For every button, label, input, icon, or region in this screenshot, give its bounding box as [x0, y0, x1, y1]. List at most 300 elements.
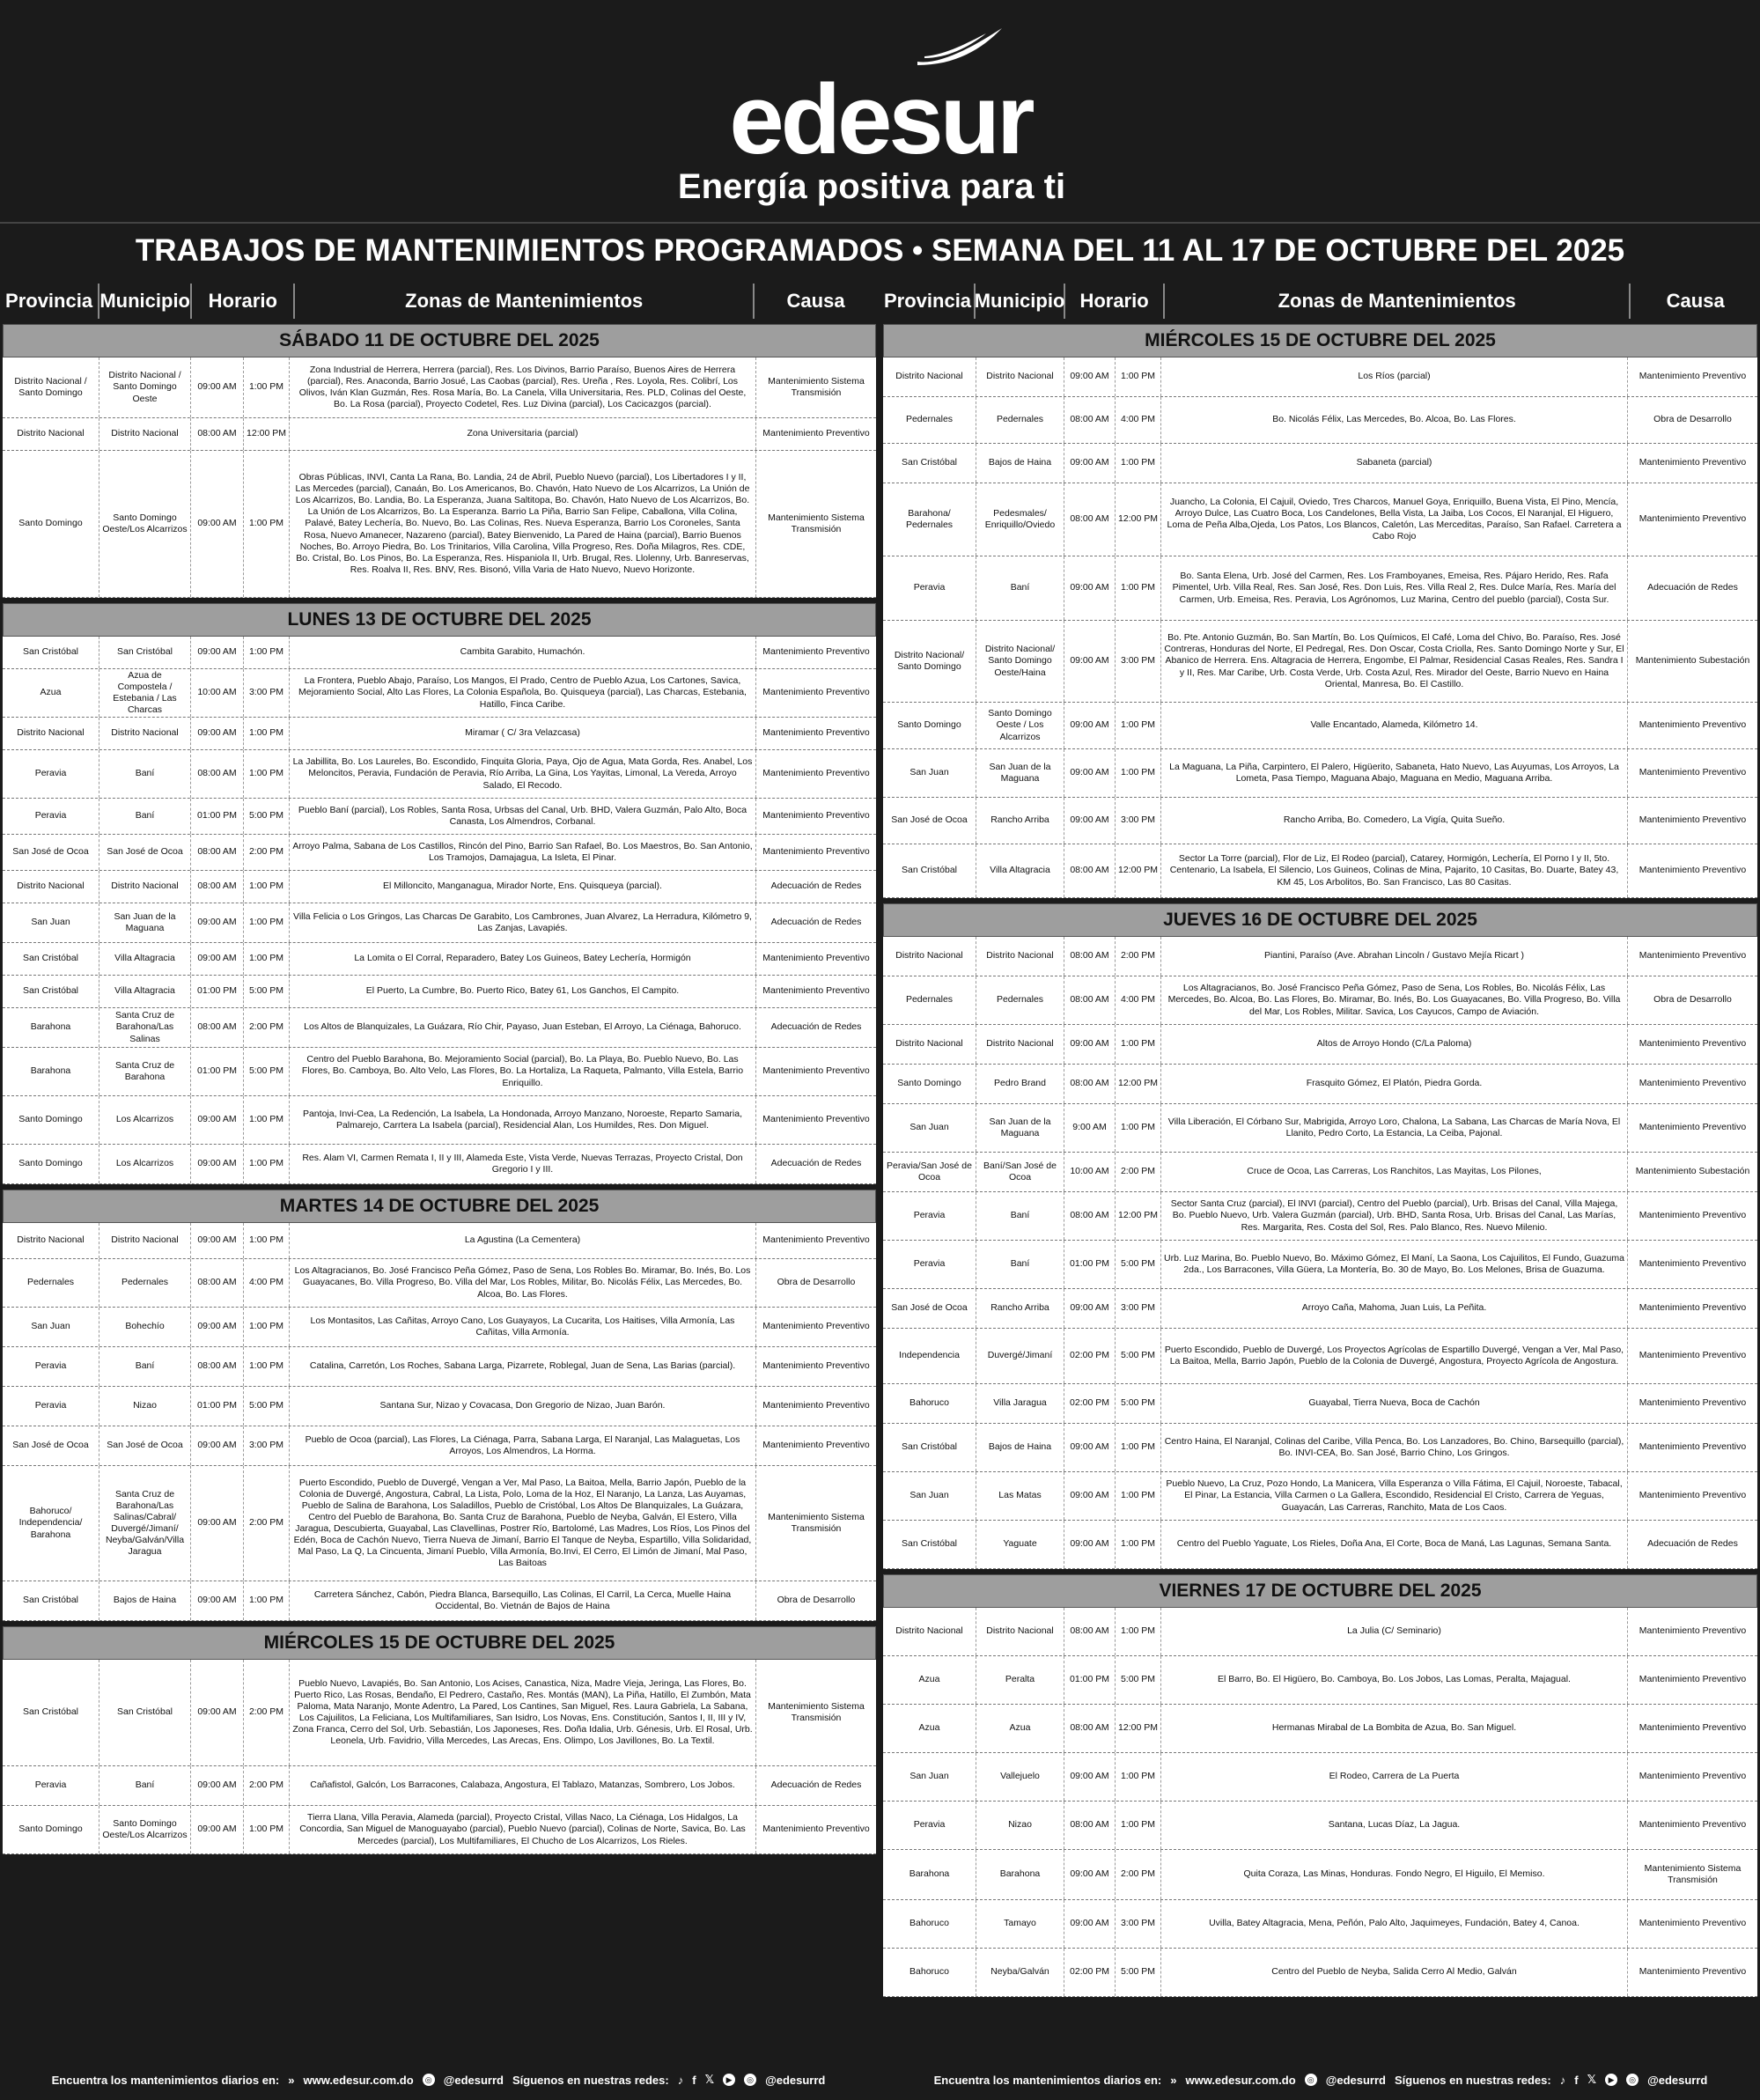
- cell-municipio: Distrito Nacional: [976, 1025, 1064, 1064]
- table-row: [3, 1387, 876, 1426]
- cell-inicio: 08:00 AM: [191, 418, 244, 450]
- cell-causa: Obra de Desarrollo: [777, 1277, 856, 1288]
- footer-handle[interactable]: @edesurrd: [1325, 2073, 1386, 2087]
- table-row: [3, 1096, 876, 1145]
- cell-inicio: 09:00 AM: [191, 1145, 244, 1183]
- table-row: [883, 1289, 1757, 1329]
- instagram-icon[interactable]: ◎: [1305, 2074, 1317, 2086]
- cell-provincia: San Cristóbal: [883, 1424, 976, 1471]
- cell-municipio: Santo Domingo Oeste / Los Alcarrizos: [976, 703, 1064, 748]
- cell-provincia: Peravia: [3, 1766, 99, 1805]
- cell-inicio: 08:00 AM: [1064, 1608, 1116, 1655]
- cell-inicio: 09:00 AM: [1064, 1289, 1116, 1328]
- footer-social-text: Síguenos en nuestras redes:: [1395, 2073, 1551, 2087]
- cell-inicio: 9:00 AM: [1064, 1104, 1116, 1152]
- cell-inicio: 08:00 AM: [1064, 937, 1116, 976]
- cell-municipio: Distrito Nacional / Santo Domingo Oeste: [99, 357, 191, 417]
- cell-zonas: Pueblo Nuevo, La Cruz, Pozo Hondo, La Manicera, Villa Esperanza o Villa Fátima, El Cajuil, Noroeste, Tabacal, El Pinar, La Estancia, Villa Carmen o La Gallera, Escondido, Residencial El Cristo, Carrera de Yeguas, Guayacán, Las Carreras, Ranchito, Mata de Los Caos.: [1161, 1472, 1628, 1520]
- cell-provincia: Peravia: [883, 556, 976, 620]
- footer-social-text: Síguenos en nuestras redes:: [512, 2073, 669, 2087]
- cell-causa: Adecuación de Redes: [770, 1021, 862, 1033]
- cell-fin: 5:00 PM: [244, 1048, 290, 1095]
- cell-provincia: Peravia: [883, 1241, 976, 1288]
- cell-municipio: Distrito Nacional: [976, 1608, 1064, 1655]
- cell-municipio: Santa Cruz de Barahona: [99, 1048, 191, 1095]
- cell-municipio: San Cristóbal: [99, 637, 191, 668]
- table-row: [3, 943, 876, 976]
- cell-zonas: Santana Sur, Nizao y Covacasa, Don Gregorio de Nizao, Juan Barón.: [290, 1387, 756, 1426]
- cell-municipio: Azua de Compostela / Estebania / Las Charcas: [99, 669, 191, 717]
- cell-provincia: Pedernales: [883, 397, 976, 443]
- cell-fin: 5:00 PM: [244, 799, 290, 834]
- cell-provincia: Distrito Nacional / Santo Domingo: [3, 357, 99, 417]
- footer-web-link[interactable]: www.edesur.com.do: [303, 2073, 414, 2087]
- cell-fin: 1:00 PM: [1116, 556, 1161, 620]
- cell-municipio: San José de Ocoa: [99, 835, 191, 870]
- table-row: [3, 835, 876, 871]
- column-header-horario: Horario: [1065, 284, 1165, 319]
- cell-provincia: San Cristóbal: [883, 444, 976, 483]
- table-row: [3, 1426, 876, 1466]
- cell-municipio: Villa Jaragua: [976, 1384, 1064, 1423]
- cell-causa: Mantenimiento Preventivo: [1638, 950, 1747, 962]
- cell-inicio: 02:00 PM: [1064, 1384, 1116, 1423]
- footer-web-link[interactable]: www.edesur.com.do: [1185, 2073, 1296, 2087]
- cell-fin: 5:00 PM: [1116, 1656, 1161, 1704]
- table-row: [3, 1145, 876, 1184]
- cell-causa: Mantenimiento Preventivo: [1638, 1771, 1747, 1782]
- cell-provincia: Distrito Nacional: [3, 718, 99, 749]
- cell-municipio: Santo Domingo Oeste/Los Alcarrizos: [99, 1806, 191, 1853]
- cell-inicio: 08:00 AM: [1064, 1802, 1116, 1849]
- cell-causa: Mantenimiento Preventivo: [762, 646, 870, 658]
- cell-zonas: Sector La Torre (parcial), Flor de Liz, El Rodeo (parcial), Catarey, Hormigón, Lechería, El Porno I y II, 5to. Centenario, La Isabela, El Silencio, Los Guineos, Colinas de Mina, Pajarito, 10 Casitas, Bo. Duarte, Batey 43, KM 45, Los Arbolitos, Bo. San Francisco, Las 80 Casitas.: [1161, 844, 1628, 897]
- cell-causa: Mantenimiento Preventivo: [1638, 457, 1747, 468]
- cell-provincia: Azua: [883, 1656, 976, 1704]
- cell-causa: Mantenimiento Preventivo: [1638, 1258, 1747, 1270]
- cell-fin: 1:00 PM: [244, 357, 290, 417]
- cell-inicio: 09:00 AM: [191, 1308, 244, 1346]
- cell-fin: 1:00 PM: [1116, 1104, 1161, 1152]
- arrows-icon: »: [288, 2073, 295, 2087]
- cell-municipio: Las Matas: [976, 1472, 1064, 1520]
- cell-inicio: 10:00 AM: [191, 669, 244, 717]
- cell-fin: 1:00 PM: [244, 451, 290, 597]
- cell-causa: Mantenimiento Preventivo: [1638, 1441, 1747, 1453]
- cell-provincia: San José de Ocoa: [3, 835, 99, 870]
- cell-inicio: 08:00 AM: [1064, 483, 1116, 556]
- cell-municipio: Rancho Arriba: [976, 798, 1064, 844]
- cell-inicio: 09:00 AM: [1064, 444, 1116, 483]
- cell-municipio: Duvergé/Jimaní: [976, 1329, 1064, 1383]
- table-row: [3, 1048, 876, 1096]
- cell-inicio: 08:00 AM: [1064, 1705, 1116, 1752]
- cell-fin: 1:00 PM: [1116, 1424, 1161, 1471]
- day-heading: MIÉRCOLES 15 DE OCTUBRE DEL 2025: [3, 1626, 876, 1660]
- cell-causa: Mantenimiento Preventivo: [762, 846, 870, 858]
- cell-fin: 3:00 PM: [244, 1426, 290, 1465]
- day-heading: SÁBADO 11 DE OCTUBRE DEL 2025: [3, 324, 876, 357]
- table-row: [883, 1025, 1757, 1065]
- cell-municipio: Distrito Nacional: [99, 1223, 191, 1258]
- cell-fin: 2:00 PM: [244, 1008, 290, 1047]
- cell-zonas: Pueblo Nuevo, Lavapiés, Bo. San Antonio, Los Acises, Canastica, Niza, Madre Vieja, Jeringa, Las Flores, Bo. Puerto Rico, Las Rosas, Bendaño, El Pedrero, Castaño, Res. Montás (MAN), La Piña, Hatillo, El Zumbón, Mata Paloma, Mata Naranjo, Monte Adentro, La Pared, Los Cantines, San Miguel, Res. Laura Gabriela, La Sabana, Los Cajuilitos, La Feliciana, Los Multifamiliares, San Isidro, Los Novas, Ens. Constitución, Santos I, II, III y IV, Zona Franca, Cerro del Sol, Urb. Sebastián, Los Japoneses, Res. Doña Idalia, Urb. Génesis, Urb. El Rosal, Urb. Leonela, Urb. Favidrio, Villa Mercedes, Las Arecas, Ens. Olimpo, Los Javillones, Bo. La Textil.: [290, 1660, 756, 1765]
- instagram-icon[interactable]: ◎: [1626, 2074, 1638, 2086]
- cell-causa: Mantenimiento Preventivo: [1638, 1674, 1747, 1685]
- cell-inicio: 09:00 AM: [1064, 1424, 1116, 1471]
- table-row: [883, 1192, 1757, 1241]
- cell-municipio: Pedesmales/ Enriquillo/Oviedo: [976, 483, 1064, 556]
- cell-municipio: San Juan de la Maguana: [99, 903, 191, 942]
- cell-causa: Mantenimiento Preventivo: [1638, 1350, 1747, 1361]
- cell-provincia: Barahona: [3, 1048, 99, 1095]
- instagram-icon[interactable]: ◎: [744, 2074, 756, 2086]
- cell-inicio: 09:00 AM: [191, 1466, 244, 1581]
- cell-zonas: Obras Públicas, INVI, Canta La Rana, Bo. Landia, 24 de Abril, Pueblo Nuevo (parcial), Los Libertadores I y II, Las Mercedes (parcial), Canaán, Bo. Los Americanos, Bo. Chavón, Hato Nuevo de Los Alcarrizos, La Unión de Los Alcarrizos, Bo. Landia, Bo. La Esperanza, Juana Saltitopa, Bo. Chavón, Hato Nuevo de Los Alcarrizos, Bo. La Unión de Los Alcarrizos, Bo. La Esperanza. Barrio La Piña, Barrio San Felipe, Caballona, Villa Colina, Palavé, Batey Lechería, Bo. Nuevo, Bo. Las Colinas, Res. Nueva Esperanza, Barrio Los Coroneles, Santa Rosa, Nuevo Amanecer, Nazareno (parcial), Batey Bienvenido, La Pared de Haina (parcial), Barrio Buenos Noches, Bo. Arroyo Piedra, Bo. Los Trinitarios, Villa Carolina, Villa Progreso, Res. Doña Milagros, Res. CDE, Bo. Cristal, Bo. Los Pinos, Bo. La Esperanza, Res. Hispaniola II, Urb. Brugal, Res. Llolenny, Urb. Banreservas, Res. Roalva II, Res. BNV, Res. Bisonó, Villa Varia de Hato Nuevo, Nuevo Horizonte.: [290, 451, 756, 597]
- cell-causa: Mantenimiento Preventivo: [1638, 513, 1747, 525]
- table-row: [3, 1581, 876, 1621]
- cell-fin: 3:00 PM: [1116, 798, 1161, 844]
- cell-causa: Mantenimiento Preventivo: [1638, 814, 1747, 826]
- cell-zonas: Zona Industrial de Herrera, Herrera (parcial), Res. Los Divinos, Barrio Paraíso, Buenos Aires de Herrera (parcial), Res. Anaconda, Barrio Josué, Las Caobas (parcial), Res. Ureña , Res. Loyola, Res. Colibrí, Los Olivos, Iván Klan Guzmán, Res. Rosa María, Bo. La Canela, Villa Universitaria, Res. PLD, Colinas del Oeste, Bo. La Rosa (parcial), Proyecto Codetel, Res. Luz Divina (parcial), Los Cacicazgos (parcial).: [290, 357, 756, 417]
- cell-provincia: Independencia: [883, 1329, 976, 1383]
- cell-fin: 12:00 PM: [1116, 1705, 1161, 1752]
- cell-municipio: Santa Cruz de Barahona/Las Salinas/Cabral/ Duvergé/Jimaní/ Neyba/Galván/Villa Jaragua: [99, 1466, 191, 1581]
- cell-inicio: 08:00 AM: [1064, 1065, 1116, 1103]
- cell-fin: 1:00 PM: [1116, 1472, 1161, 1520]
- cell-municipio: Barahona: [976, 1850, 1064, 1899]
- cell-fin: 4:00 PM: [1116, 976, 1161, 1024]
- cell-causa: Mantenimiento Preventivo: [762, 985, 870, 997]
- cell-causa: Adecuación de Redes: [1647, 582, 1738, 593]
- table-row: [883, 444, 1757, 483]
- cell-municipio: Baní: [99, 750, 191, 798]
- cell-causa: Mantenimiento Preventivo: [1638, 719, 1747, 731]
- cell-fin: 1:00 PM: [244, 637, 290, 668]
- cell-fin: 3:00 PM: [244, 669, 290, 717]
- cell-causa: Mantenimiento Preventivo: [1638, 1397, 1747, 1409]
- cell-provincia: Distrito Nacional/ Santo Domingo: [883, 621, 976, 702]
- cell-zonas: La Julia (C/ Seminario): [1161, 1608, 1628, 1655]
- cell-municipio: San Juan de la Maguana: [976, 749, 1064, 797]
- column-header-causa: Causa: [1666, 290, 1725, 312]
- cell-fin: 5:00 PM: [1116, 1329, 1161, 1383]
- cell-causa: Mantenimiento Preventivo: [762, 1321, 870, 1332]
- cell-provincia: San Juan: [883, 1472, 976, 1520]
- facebook-icon[interactable]: f: [1574, 2073, 1579, 2087]
- cell-municipio: Pedernales: [976, 976, 1064, 1024]
- cell-zonas: El Rodeo, Carrera de La Puerta: [1161, 1753, 1628, 1801]
- table-row: [883, 1329, 1757, 1384]
- cell-zonas: Altos de Arroyo Hondo (C/La Paloma): [1161, 1025, 1628, 1064]
- arrows-icon: »: [1170, 2073, 1177, 2087]
- cell-causa: Mantenimiento Preventivo: [762, 428, 870, 439]
- cell-causa: Mantenimiento Preventivo: [1638, 1302, 1747, 1314]
- table-row: [883, 1424, 1757, 1472]
- cell-municipio: Los Alcarrizos: [99, 1096, 191, 1144]
- cell-zonas: Cañafistol, Galcón, Los Barracones, Calabaza, Angostura, El Tablazo, Matanzas, Sombrero, Los Jobos.: [290, 1766, 756, 1805]
- cell-municipio: Los Alcarrizos: [99, 1145, 191, 1183]
- cell-municipio: Villa Altagracia: [99, 943, 191, 975]
- table-row: [883, 1753, 1757, 1802]
- cell-causa: Mantenimiento Preventivo: [1638, 1966, 1747, 1978]
- cell-municipio: Bajos de Haina: [976, 444, 1064, 483]
- cell-municipio: Distrito Nacional: [99, 418, 191, 450]
- cell-inicio: 09:00 AM: [191, 1766, 244, 1805]
- table-row: [3, 669, 876, 718]
- cell-zonas: Pueblo de Ocoa (parcial), Las Flores, La Ciénaga, Parra, Sabana Larga, El Naranjal, Las Malaguetas, Los Arroyos, Los Almendros, La Horma.: [290, 1426, 756, 1465]
- cell-zonas: Centro del Pueblo Barahona, Bo. Mejoramiento Social (parcial), Bo. La Playa, Bo. Pueblo Nuevo, Bo. Las Flores, Bo. Camboya, Bo. Alto Velo, Las Flores, Bo. La Hortaliza, La Raqueta, Palmanto, Villa Estela, Barrio Enriquillo.: [290, 1048, 756, 1095]
- cell-fin: 2:00 PM: [244, 1766, 290, 1805]
- footer-text: Encuentra los mantenimientos diarios en:: [933, 2073, 1162, 2087]
- cell-inicio: 09:00 AM: [1064, 621, 1116, 702]
- cell-fin: 3:00 PM: [1116, 621, 1161, 702]
- cell-zonas: Los Altagracianos, Bo. José Francisco Peña Gómez, Paso de Sena, Los Robles, Bo. Nicolás Félix, Las Mercedes, Bo. Alcoa, Bo. Las Flores, Bo. Miramar, Bo. Inés, Bo. Los Guayacanes, Bo. Villa Progreso, Bo. Villa del Mar, Los Robles, Militar. Savica, Los Cayucos, Campo de Aviación.: [1161, 976, 1628, 1024]
- cell-fin: 1:00 PM: [244, 1308, 290, 1346]
- cell-inicio: 01:00 PM: [191, 1048, 244, 1095]
- cell-zonas: La Jabillita, Bo. Los Laureles, Bo. Escondido, Finquita Gloria, Paya, Ojo de Agua, Mata Gorda, Res. Anabel, Los Meloncitos, Peravia, Fundación de Peravia, Río Arriba, La Gina, Los Yayitas, Limonal, La Vereda, Arroyo Salado, El Recodo.: [290, 750, 756, 798]
- table-row: [3, 718, 876, 750]
- footer-handle[interactable]: @edesurrd: [1647, 2073, 1708, 2087]
- cell-causa: Mantenimiento Preventivo: [1638, 1918, 1747, 1929]
- table-row: [883, 1802, 1757, 1850]
- cell-causa: Mantenimiento Sistema Transmisión: [1644, 1862, 1742, 1885]
- cell-fin: 1:00 PM: [1116, 749, 1161, 797]
- cell-municipio: San Juan de la Maguana: [976, 1104, 1064, 1152]
- table-row: [883, 703, 1757, 749]
- cell-zonas: Los Montasitos, Las Cañitas, Arroyo Cano, Los Guayayos, La Cucarita, Los Haitises, Villa Armonía, Las Cañitas, Villa Armonía.: [290, 1308, 756, 1346]
- cell-causa: Mantenimiento Preventivo: [1638, 1078, 1747, 1089]
- cell-provincia: Pedernales: [883, 976, 976, 1024]
- table-row: [3, 799, 876, 835]
- cell-zonas: La Frontera, Pueblo Abajo, Paraíso, Los Mangos, El Prado, Centro de Pueblo Azua, Los Cartones, Savica, Mejoramiento Social, Alto Las Flores, La Colonia Española, Bo. Quisqueya (parcial), Las Charcas, Estebania, Hatillo, Finca Caribe.: [290, 669, 756, 717]
- cell-zonas: El Puerto, La Cumbre, Bo. Puerto Rico, Batey 61, Los Ganchos, El Campito.: [290, 976, 756, 1007]
- table-row: [3, 1259, 876, 1308]
- cell-causa: Mantenimiento Preventivo: [762, 1440, 870, 1451]
- cell-municipio: San Cristóbal: [99, 1660, 191, 1765]
- cell-municipio: Neyba/Galván: [976, 1949, 1064, 1996]
- youtube-icon[interactable]: ▶: [1605, 2074, 1617, 2086]
- cell-inicio: 09:00 AM: [191, 1581, 244, 1620]
- cell-municipio: Rancho Arriba: [976, 1289, 1064, 1328]
- cell-fin: 4:00 PM: [1116, 397, 1161, 443]
- cell-zonas: Frasquito Gómez, El Platón, Piedra Gorda.: [1161, 1065, 1628, 1103]
- cell-municipio: Pedro Brand: [976, 1065, 1064, 1103]
- tiktok-icon[interactable]: ♪: [677, 2073, 684, 2087]
- x-icon[interactable]: 𝕏: [1587, 2073, 1597, 2086]
- cell-zonas: Centro del Pueblo Yaguate, Los Rieles, Doña Ana, El Corte, Boca de Maná, Las Lagunas, Semana Santa.: [1161, 1521, 1628, 1568]
- cell-inicio: 09:00 AM: [191, 357, 244, 417]
- cell-inicio: 02:00 PM: [1064, 1329, 1116, 1383]
- cell-municipio: Nizao: [976, 1802, 1064, 1849]
- cell-provincia: San Cristóbal: [3, 1660, 99, 1765]
- cell-zonas: Uvilla, Batey Altagracia, Mena, Peñón, Palo Alto, Jaquimeyes, Fundación, Batey 4, Canoa.: [1161, 1900, 1628, 1948]
- table-row: [3, 1308, 876, 1347]
- cell-provincia: San Cristóbal: [883, 844, 976, 897]
- cell-fin: 1:00 PM: [244, 871, 290, 903]
- table-row: [3, 451, 876, 598]
- cell-zonas: Bo. Pte. Antonio Guzmán, Bo. San Martín, Bo. Los Químicos, El Café, Loma del Chivo, Bo. Paraíso, Res. José Contreras, Honduras del Norte, El Pedregal, Res. Don Oscar, Costa Criolla, Res. Santo Domingo Norte y Sur, El Abanico de Herrera. Ens. Altagracia de Herrera, Engombe, El Palmar, Residencial Casas Reales, Res. Sandra I y II, Res. Mar Caribe, Urb. Costa Verde, Urb. Costa Azul, Res. Mirador del Oeste, Barrio Nuevo en Haina Oriental, Manresa, Bo. El Castillo.: [1161, 621, 1628, 702]
- brand-tagline: Energía positiva para ti: [677, 167, 1066, 206]
- cell-causa: Obra de Desarrollo: [777, 1595, 856, 1606]
- cell-provincia: Distrito Nacional: [3, 418, 99, 450]
- cell-fin: 1:00 PM: [244, 1581, 290, 1620]
- cell-zonas: Pantoja, Invi-Cea, La Redención, La Isabela, La Hondonada, Arroyo Manzano, Noroeste, Reparto Samaria, Palmarejo, Carrtera La Isabela (parcial), Residencial Alan, Los Humildes, Res. Don Miguel.: [290, 1096, 756, 1144]
- cell-municipio: Vallejuelo: [976, 1753, 1064, 1801]
- cell-municipio: Bajos de Haina: [99, 1581, 191, 1620]
- cell-provincia: Santo Domingo: [3, 1145, 99, 1183]
- cell-zonas: Los Altagracianos, Bo. José Francisco Peña Gómez, Paso de Sena, Los Robles Bo. Miramar, Bo. Inés, Bo. Los Guayacanes, Bo. Villa Progreso, Bo. Villa del Mar, Los Robles, Militar, Bo. Nicolás Félix, Las Mercedes, Bo. Alcoa, Bo. Las Flores.: [290, 1259, 756, 1307]
- cell-causa: Mantenimiento Preventivo: [1638, 1490, 1747, 1501]
- cell-causa: Mantenimiento Preventivo: [762, 727, 870, 739]
- footer-handle[interactable]: @edesurrd: [765, 2073, 826, 2087]
- table-row: [883, 397, 1757, 444]
- cell-provincia: Barahona/ Pedernales: [883, 483, 976, 556]
- cell-inicio: 09:00 AM: [1064, 798, 1116, 844]
- table-row: [3, 1660, 876, 1766]
- cell-zonas: Zona Universitaria (parcial): [290, 418, 756, 450]
- table-row: [3, 357, 876, 418]
- table-row: [883, 1949, 1757, 1997]
- cell-inicio: 09:00 AM: [1064, 556, 1116, 620]
- cell-causa: Adecuación de Redes: [770, 1158, 862, 1169]
- cell-municipio: Baní: [99, 799, 191, 834]
- cell-provincia: Santo Domingo: [883, 1065, 976, 1103]
- page-title: TRABAJOS DE MANTENIMIENTOS PROGRAMADOS • SEMANA DEL 11 AL 17 DE OCTUBRE DEL 2025: [0, 222, 1760, 278]
- cell-inicio: 09:00 AM: [191, 1806, 244, 1853]
- table-row: [3, 903, 876, 943]
- cell-fin: 2:00 PM: [244, 1466, 290, 1581]
- cell-fin: 1:00 PM: [1116, 1521, 1161, 1568]
- x-icon[interactable]: 𝕏: [704, 2073, 715, 2086]
- cell-inicio: 01:00 PM: [191, 1387, 244, 1426]
- cell-provincia: Azua: [883, 1705, 976, 1752]
- cell-causa: Adecuación de Redes: [770, 881, 862, 892]
- cell-fin: 1:00 PM: [1116, 1608, 1161, 1655]
- cell-inicio: 09:00 AM: [1064, 1472, 1116, 1520]
- cell-causa: Mantenimiento Sistema Transmisión: [768, 1511, 865, 1534]
- cell-inicio: 09:00 AM: [191, 637, 244, 668]
- cell-inicio: 09:00 AM: [191, 943, 244, 975]
- table-row: [3, 1466, 876, 1581]
- cell-inicio: 09:00 AM: [1064, 1900, 1116, 1948]
- cell-zonas: Bo. Nicolás Félix, Las Mercedes, Bo. Alcoa, Bo. Las Flores.: [1161, 397, 1628, 443]
- cell-causa: Obra de Desarrollo: [1653, 994, 1732, 1006]
- footer-handle[interactable]: @edesurrd: [443, 2073, 504, 2087]
- cell-provincia: Peravia: [883, 1192, 976, 1240]
- cell-fin: 3:00 PM: [1116, 1289, 1161, 1328]
- cell-causa: Mantenimiento Preventivo: [762, 1234, 870, 1246]
- table-row: [3, 1008, 876, 1048]
- cell-zonas: Sector Santa Cruz (parcial), El INVI (parcial), Centro del Pueblo (parcial), Urb. Brisas del Canal, Villa Majega, Bo. Pueblo Nuevo, Urb. Valera Guzmán (parcial), Urb. BHD, Santa Rosa, Urb. Brisas del Canal, Las Marías, Res. Margarita, Res. Costa del Sol, Res. Palo Blanco, Res. Nuevo Milenio.: [1161, 1192, 1628, 1240]
- table-row: [3, 871, 876, 903]
- cell-municipio: Villa Altagracia: [99, 976, 191, 1007]
- cell-fin: 1:00 PM: [244, 750, 290, 798]
- cell-inicio: 09:00 AM: [191, 1223, 244, 1258]
- table-row: [3, 1766, 876, 1806]
- cell-zonas: Valle Encantado, Alameda, Kilómetro 14.: [1161, 703, 1628, 748]
- column-headers-right: [881, 284, 1760, 319]
- cell-provincia: Peravia: [3, 1347, 99, 1386]
- cell-fin: 1:00 PM: [244, 943, 290, 975]
- cell-causa: Mantenimiento Preventivo: [762, 1360, 870, 1372]
- cell-zonas: Rancho Arriba, Bo. Comedero, La Vigía, Quita Sueño.: [1161, 798, 1628, 844]
- cell-fin: 1:00 PM: [1116, 703, 1161, 748]
- cell-municipio: Distrito Nacional/ Santo Domingo Oeste/Haina: [976, 621, 1064, 702]
- cell-zonas: Los Altos de Blanquizales, La Guázara, Río Chir, Payaso, Juan Esteban, El Arroyo, La Ciénaga, Bahoruco.: [290, 1008, 756, 1047]
- schedule-panel-left: [3, 324, 876, 1854]
- cell-fin: 1:00 PM: [244, 903, 290, 942]
- cell-provincia: Bahoruco: [883, 1900, 976, 1948]
- day-heading: MIÉRCOLES 15 DE OCTUBRE DEL 2025: [883, 324, 1757, 357]
- brand-header: [0, 0, 1760, 220]
- cell-inicio: 09:00 AM: [191, 451, 244, 597]
- cell-zonas: Sabaneta (parcial): [1161, 444, 1628, 483]
- cell-provincia: Pedernales: [3, 1259, 99, 1307]
- cell-zonas: Centro del Pueblo de Neyba, Salida Cerro Al Medio, Galván: [1161, 1949, 1628, 1996]
- cell-fin: 12:00 PM: [1116, 844, 1161, 897]
- column-header-municipio: Municipio: [976, 284, 1065, 319]
- instagram-icon[interactable]: ◎: [423, 2074, 435, 2086]
- cell-municipio: Tamayo: [976, 1900, 1064, 1948]
- cell-provincia: Bahoruco: [883, 1949, 976, 1996]
- facebook-icon[interactable]: f: [692, 2073, 696, 2087]
- cell-zonas: Tierra Llana, Villa Peravia, Alameda (parcial), Proyecto Cristal, Villas Naco, La Ciénaga, Los Hidalgos, La Concordia, San Miguel de Manoguayabo (parcial), Pueblo Nuevo (parcial), Colinas de Norte, Savica, Bo. Las Mercedes (parcial), Los Multifamiliares, El Chucho de Los Alcarrizos, Los Rieles.: [290, 1806, 756, 1853]
- cell-causa: Mantenimiento Preventivo: [1638, 865, 1747, 876]
- cell-municipio: Azua: [976, 1705, 1064, 1752]
- cell-zonas: Quita Coraza, Las Minas, Honduras. Fondo Negro, El Higuilo, El Memiso.: [1161, 1850, 1628, 1899]
- cell-provincia: Distrito Nacional: [883, 1608, 976, 1655]
- cell-municipio: Pedernales: [976, 397, 1064, 443]
- cell-fin: 5:00 PM: [1116, 1241, 1161, 1288]
- cell-inicio: 08:00 AM: [191, 835, 244, 870]
- cell-fin: 1:00 PM: [244, 1096, 290, 1144]
- cell-fin: 12:00 PM: [244, 418, 290, 450]
- cell-provincia: Peravia/San José de Ocoa: [883, 1153, 976, 1191]
- cell-fin: 3:00 PM: [1116, 1900, 1161, 1948]
- day-heading: LUNES 13 DE OCTUBRE DEL 2025: [3, 603, 876, 637]
- cell-provincia: Santo Domingo: [3, 1096, 99, 1144]
- cell-inicio: 09:00 AM: [191, 1426, 244, 1465]
- tiktok-icon[interactable]: ♪: [1559, 2073, 1566, 2087]
- cell-provincia: Barahona: [3, 1008, 99, 1047]
- cell-inicio: 09:00 AM: [1064, 1753, 1116, 1801]
- cell-provincia: Peravia: [3, 799, 99, 834]
- cell-fin: 1:00 PM: [244, 1347, 290, 1386]
- cell-provincia: Santo Domingo: [3, 1806, 99, 1853]
- cell-provincia: San Cristóbal: [3, 943, 99, 975]
- cell-municipio: Pedernales: [99, 1259, 191, 1307]
- cell-provincia: San José de Ocoa: [3, 1426, 99, 1465]
- cell-zonas: La Maguana, La Piña, Carpintero, El Palero, Higüerito, Sabaneta, Hato Nuevo, Las Auyumas, Los Arroyos, La Lometa, Pasa Tiempo, Maguana Abajo, Maguana en Medio, Maguana Arriba.: [1161, 749, 1628, 797]
- column-header-causa: Causa: [786, 290, 845, 312]
- cell-causa: Mantenimiento Subestación: [1635, 655, 1750, 667]
- table-row: [883, 1472, 1757, 1521]
- table-row: [883, 1065, 1757, 1104]
- cell-inicio: 08:00 AM: [191, 1008, 244, 1047]
- cell-causa: Mantenimiento Preventivo: [1638, 767, 1747, 778]
- edesur-swoosh-icon: [916, 26, 1004, 69]
- cell-fin: 1:00 PM: [244, 1806, 290, 1853]
- cell-fin: 1:00 PM: [1116, 1802, 1161, 1849]
- cell-municipio: Distrito Nacional: [976, 937, 1064, 976]
- table-row: [3, 1223, 876, 1259]
- cell-causa: Mantenimiento Preventivo: [1638, 1722, 1747, 1734]
- cell-provincia: San Cristóbal: [3, 637, 99, 668]
- cell-provincia: San Juan: [3, 903, 99, 942]
- youtube-icon[interactable]: ▶: [723, 2074, 735, 2086]
- cell-inicio: 09:00 AM: [1064, 703, 1116, 748]
